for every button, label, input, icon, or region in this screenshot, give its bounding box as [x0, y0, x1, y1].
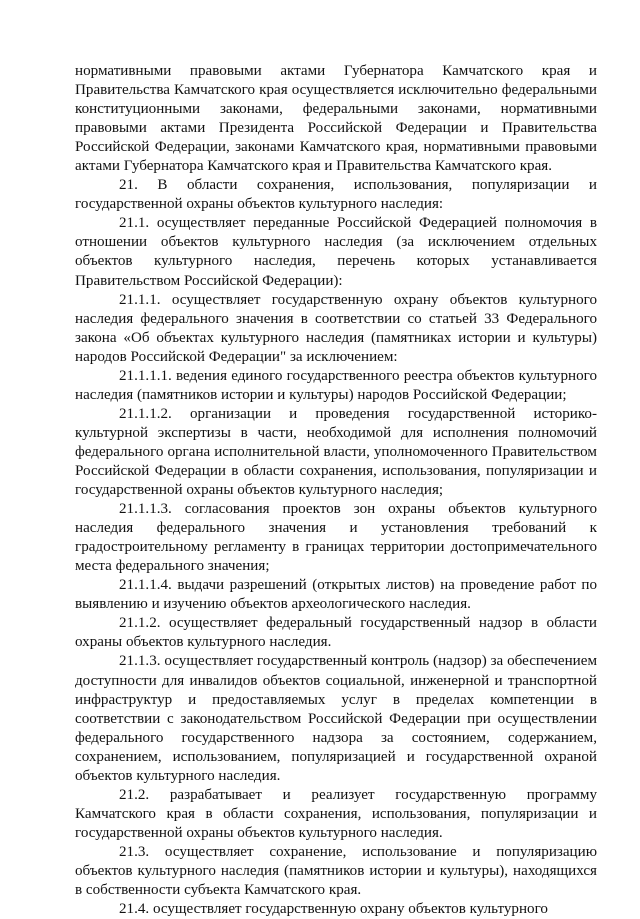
- paragraph-21-1-1-2: 21.1.1.2. организации и проведения государственной историко-культурной экспертизы в части, необходимой для исполнения полномочий федерального органа исполнительной власти, уполномоченного Правительством Российской Федерации в области сохранения, использования, популяризации и государственной охраны объектов культурного наследия;: [75, 405, 597, 499]
- paragraph-21-1-1-1: 21.1.1.1. ведения единого государственного реестра объектов культурного наследия (памятников истории и культуры) народов Российской Федерации;: [75, 367, 597, 403]
- paragraph-21-1-1-4: 21.1.1.4. выдачи разрешений (открытых листов) на проведение работ по выявлению и изучению объектов археологического наследия.: [75, 577, 597, 613]
- paragraph-21-2: 21.2. разрабатывает и реализует государственную программу Камчатского края в области сохранения, использования, популяризации и государственной охраны объектов культурного наследия.: [75, 786, 597, 841]
- paragraph-21-4: 21.4. осуществляет государственную охрану объектов культурного: [119, 901, 548, 918]
- document-body: [75, 62, 597, 919]
- paragraph-21-1: 21.1. осуществляет переданные Российской Федерацией полномочия в отношении объектов культурного наследия (за исключением отдельных объектов культурного наследия, перечень которых устанавливается Правительством Российской Федерации):: [75, 215, 597, 289]
- paragraph-21-1-3: 21.1.3. осуществляет государственный контроль (надзор) за обеспечением доступности для инвалидов объектов социальной, инженерной и транспортной инфраструктур и предоставляемых услуг в пределах компетенции в соответствии с законодательством Российской Федерации при осуществлении федерального государственного надзора за состоянием, содержанием, сохранением, использованием, популяризацией и государственной охраной объектов культурного наследия.: [75, 653, 597, 784]
- paragraph-21: 21. В области сохранения, использования, популяризации и государственной охраны объектов культурного наследия:: [75, 177, 597, 213]
- paragraph-21-3: 21.3. осуществляет сохранение, использование и популяризацию объектов культурного наследия (памятников истории и культуры), находящихся в собственности субъекта Камчатского края.: [75, 843, 597, 899]
- paragraph-continuation: нормативными правовыми актами Губернатора Камчатского края и Правительства Камчатского края осуществляется исключительно федеральными конституционными законами, федеральными законами, нормативными правовыми актами Президента Российской Федерации и Правительства Российской Федерации, законами Камчатского края, нормативными правовыми актами Губернатора Камчатского края и Правительства Камчатского края.: [75, 63, 597, 175]
- paragraph-21-1-1: 21.1.1. осуществляет государственную охрану объектов культурного наследия федерального значения в соответствии со статьей 33 Федерального закона «Об объектах культурного наследия (памятниках истории и культуры) народов Российской Федерации" за исключением:: [75, 291, 597, 365]
- paragraph-21-1-2: 21.1.2. осуществляет федеральный государственный надзор в области охраны объектов культурного наследия.: [75, 615, 597, 651]
- paragraph-21-1-1-3: 21.1.1.3. согласования проектов зон охраны объектов культурного наследия федерального значения и установления требований к градостроительному регламенту в границах территории достопримечательного места федерального значения;: [75, 501, 597, 575]
